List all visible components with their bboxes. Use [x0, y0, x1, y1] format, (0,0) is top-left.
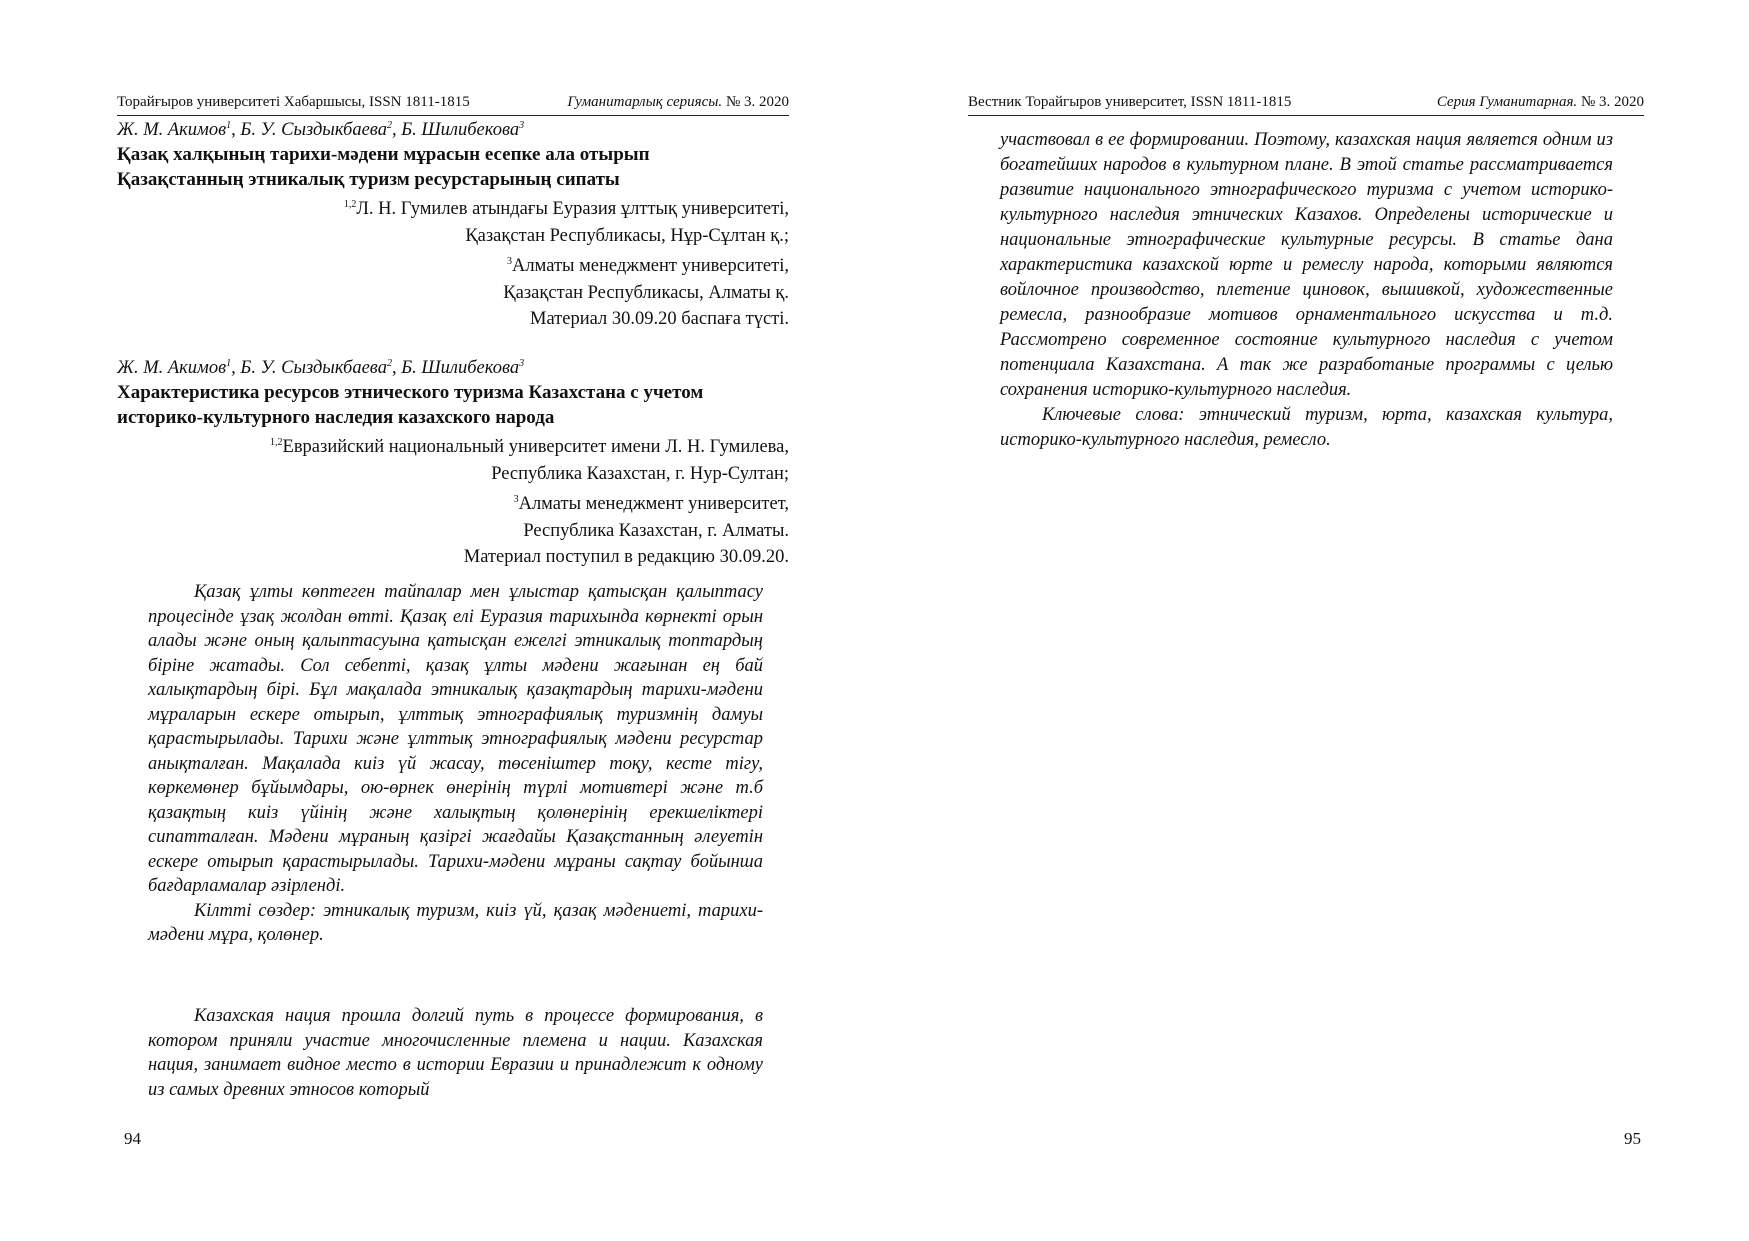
series-name: Серия Гуманитарная. [1436, 94, 1578, 110]
page-number: 95 [1624, 1129, 1641, 1148]
article-title-kz: Қазақ халқының тарихи-мәдени мұрасын есепке ала отырып Қазақстанның этникалық туризм ресурстарының сипаты [117, 144, 650, 191]
affiliation: Қазақстан Республикасы, Алматы қ. [503, 282, 789, 303]
ru-title-block [117, 352, 789, 571]
affiliation: $^{1,2}$Л. Н. Гумилев атындағы Еуразия ұлттық университеті, [343, 199, 789, 220]
kz-title-block [117, 114, 789, 333]
running-header [117, 93, 789, 116]
page-number: 94 [124, 1129, 141, 1148]
left-page [0, 0, 874, 1241]
affiliation: $^3$Алматы менеджмент университет, [513, 494, 789, 515]
keywords-kz: Кілтті сөздер: этникалық туризм, киіз үй, қазақ мәдениеті, тарихи-мәдени мұра, қолөнер. [148, 900, 763, 945]
authors: Ж. М. Акимов$^1$, Б. У. Сыздыкбаева$^2$, Б. Шилибекова$^3$ [117, 358, 525, 379]
authors: Ж. М. Акимов$^1$, Б. У. Сыздыкбаева$^2$, Б. Шилибекова$^3$ [117, 120, 525, 141]
journal-title: Вестник Торайгыров университет, ISSN 1811-1815 [968, 94, 1292, 110]
journal-title: Торайғыров университеті Хабаршысы, ISSN 1811-1815 [117, 94, 470, 110]
affiliation: $^{1,2}$Евразийский национальный университет имени Л. Н. Гумилева, [270, 437, 789, 458]
right-page [874, 0, 1749, 1241]
abstract-kz: Қазақ ұлты көптеген тайпалар мен ұлыстар қатысқан қалыптасу процесінде ұзақ жолдан өтті. Қазақ елі Еуразия тарихында көрнекті орын алады және оның қалыптасуына қатысқан ежелгі этникалық топтардың біріне жатады. Сол себепті, қазақ ұлты мәдени жағынан ең бай халықтардың бірі. Бұл мақалада этникалық қазақтардың тарихи-мәдени мұраларын ескере отырып, ұлттық этнографиялық туризмнің дамуы қарастырылады. Тарихи және ұлттық этнографиялық мәдени ресурстар анықталған. Мақалада киіз үй жасау, төсеніштер тоқу, кесте тігу, көркемөнер бұйымдары, ою-өрнек өнерінің түрлі мотивтері және т.б қазақтың киіз үйінің және халықтың қолөнерінің ерекшеліктері сипатталған. Мәдени мұраның қазіргі жағдайы Қазақстанның әлеуетін ескере отырып қарастырылады. Тарихи-мәдени мұраны сақтау бойынша бағдарламалар әзірленді. [148, 582, 763, 896]
received-date: Материал 30.09.20 баспаға түсті. [530, 309, 789, 330]
ru-abstract-start-block [148, 1004, 763, 1102]
affiliation: Қазақстан Республикасы, Нұр-Сұлтан қ.; [465, 225, 789, 246]
abstract-ru-cont: участвовал в ее формировании. Поэтому, казахская нация является одним из богатейших народов в культурном плане. В этой статье рассматривается развитие национального этнографического туризма с учетом историко-культурного наследия этнических Казахов. Определены исторические и национальные этнографические культурные ресурсы. В статье дана характеристика казахской юрте и ремеслу народа, которыми являются войлочное производство, плетение циновок, вышивкой, художественные ремесла, разнообразие мотивов орнаментального искусства и т.д. Рассмотрено современное состояние культурного наследия с учетом потенциала Казахстана. А так же разработаные программы с целью сохранения историко-культурного наследия. [1000, 130, 1613, 400]
kz-abstract-block [148, 580, 763, 948]
affiliation: Республика Казахстан, г. Нур-Султан; [491, 463, 789, 484]
affiliation: Республика Казахстан, г. Алматы. [523, 520, 789, 541]
ru-abstract-continued [1000, 128, 1613, 453]
article-title-ru: Характеристика ресурсов этнического туризма Казахстана с учетом историко-культурного наследия казахского народа [117, 382, 704, 429]
series-info [1437, 93, 1644, 111]
received-date: Материал поступил в редакцию 30.09.20. [463, 547, 789, 568]
series-name: Гуманитарлық сериясы. [567, 94, 723, 110]
issue-number: № 3. 2020 [1580, 94, 1644, 110]
running-header [968, 93, 1644, 116]
keywords-ru: Ключевые слова: этнический туризм, юрта, казахская культура, историко-культурного наследия, ремесло. [1000, 405, 1613, 450]
affiliation: $^3$Алматы менеджмент университеті, [507, 256, 789, 277]
abstract-ru-start: Казахская нация прошла долгий путь в процессе формирования, в котором приняли участие многочисленные племена и нации. Казахская нация, занимает видное место в истории Евразии и принадлежит к одному из самых древних этносов который [148, 1006, 763, 1100]
issue-number: № 3. 2020 [725, 94, 789, 110]
series-info [567, 93, 789, 111]
